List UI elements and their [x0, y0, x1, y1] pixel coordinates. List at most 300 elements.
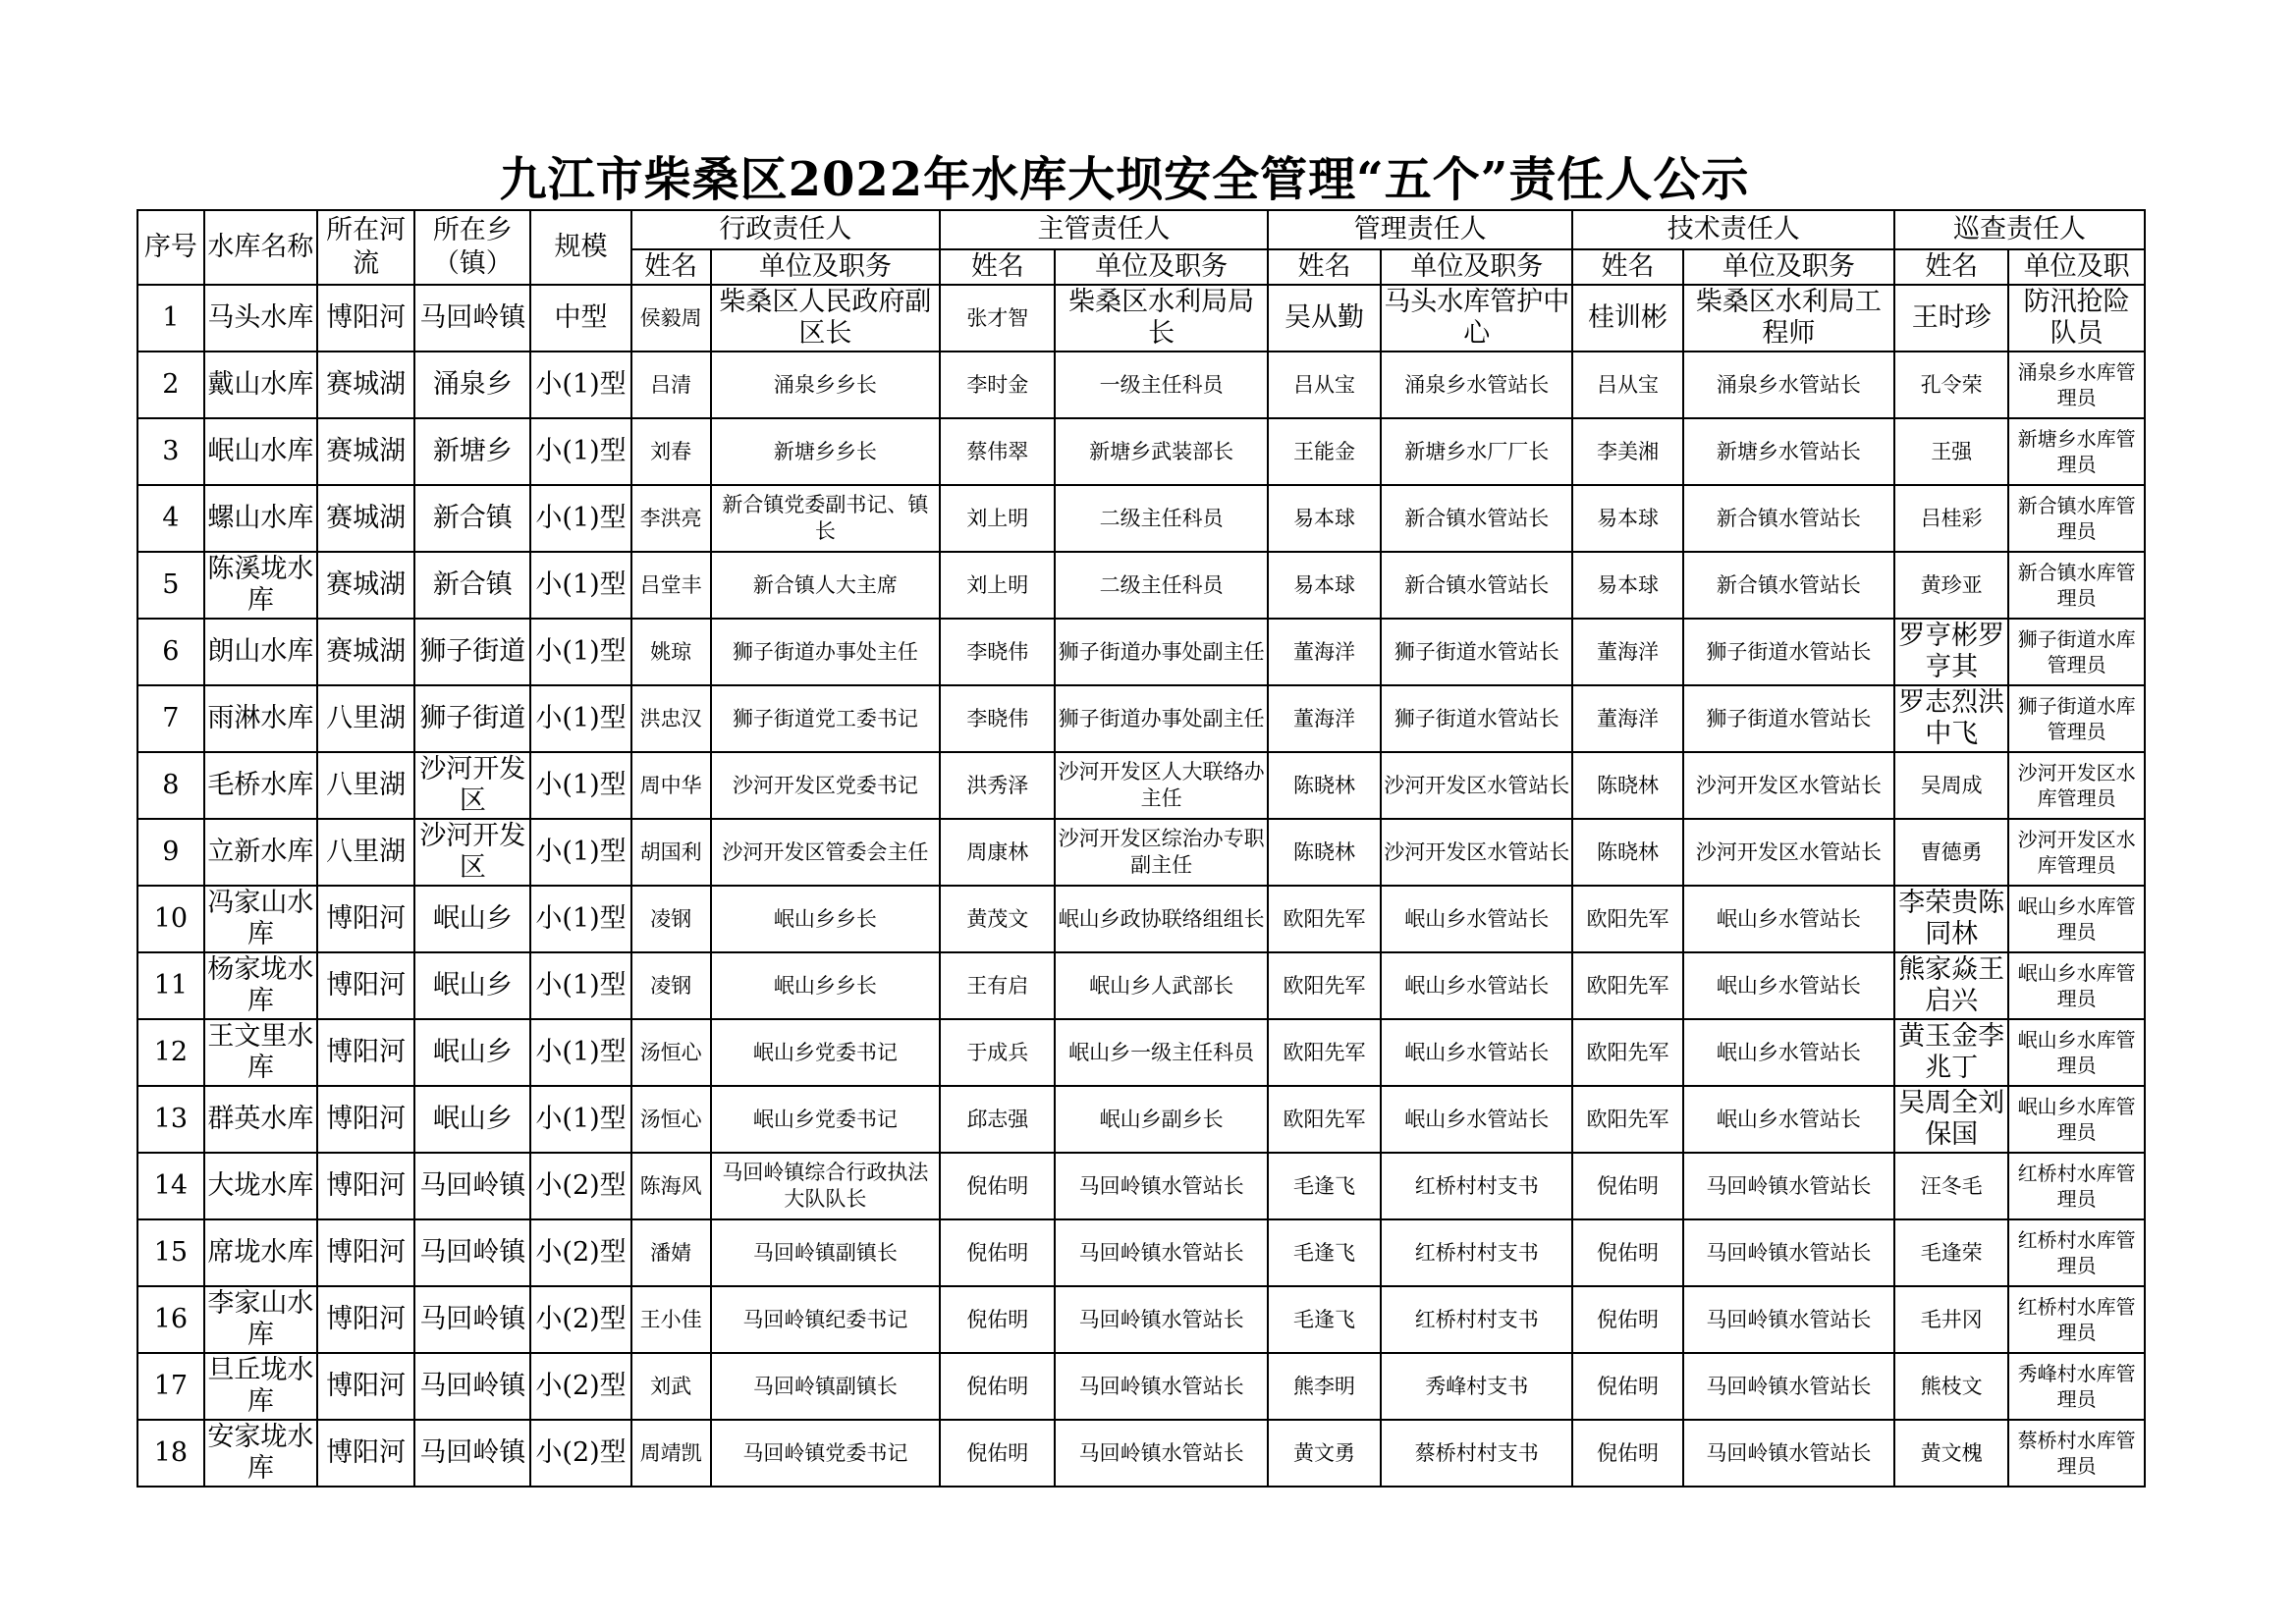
cell-seq: 8	[137, 752, 204, 819]
cell-technical-unit: 涌泉乡水管站长	[1683, 352, 1894, 418]
cell-river: 赛城湖	[317, 418, 414, 485]
cell-technical-person: 倪佑明	[1572, 1286, 1682, 1353]
cell-patrol-person: 汪冬毛	[1894, 1153, 2008, 1219]
cell-manager-unit: 红桥村村支书	[1381, 1219, 1572, 1286]
cell-admin-person: 姚琼	[631, 619, 711, 685]
cell-manager-person: 易本球	[1268, 485, 1381, 552]
cell-reservoir-name: 立新水库	[204, 819, 317, 886]
cell-technical-person: 易本球	[1572, 485, 1682, 552]
cell-patrol-unit: 狮子街道水库管理员	[2008, 685, 2145, 752]
cell-manager-person: 董海洋	[1268, 619, 1381, 685]
table-row	[137, 752, 2145, 819]
cell-seq: 5	[137, 552, 204, 619]
cell-technical-unit: 岷山乡水管站长	[1683, 1086, 1894, 1153]
cell-patrol-unit: 岷山乡水库管理员	[2008, 1086, 2145, 1153]
cell-admin-unit: 岷山乡党委书记	[711, 1086, 941, 1153]
cell-technical-person: 陈晓林	[1572, 819, 1682, 886]
cell-seq: 14	[137, 1153, 204, 1219]
cell-seq: 6	[137, 619, 204, 685]
cell-river: 博阳河	[317, 1219, 414, 1286]
cell-admin-unit: 沙河开发区党委书记	[711, 752, 941, 819]
cell-reservoir-name: 冯家山水库	[204, 886, 317, 952]
cell-seq: 10	[137, 886, 204, 952]
cell-manager-unit: 沙河开发区水管站长	[1381, 819, 1572, 886]
header-unit: 单位及职务	[1381, 249, 1572, 285]
cell-supervisor-person: 邱志强	[940, 1086, 1055, 1153]
cell-seq: 18	[137, 1420, 204, 1487]
cell-supervisor-person: 张才智	[940, 285, 1055, 352]
table-row	[137, 1019, 2145, 1086]
cell-scale: 小(1)型	[530, 752, 630, 819]
table-row	[137, 1086, 2145, 1153]
cell-seq: 4	[137, 485, 204, 552]
cell-supervisor-unit: 岷山乡副乡长	[1055, 1086, 1267, 1153]
cell-patrol-unit: 红桥村水库管理员	[2008, 1286, 2145, 1353]
cell-scale: 小(2)型	[530, 1153, 630, 1219]
cell-supervisor-unit: 马回岭镇水管站长	[1055, 1420, 1267, 1487]
cell-admin-person: 潘婧	[631, 1219, 711, 1286]
cell-technical-person: 吕从宝	[1572, 352, 1682, 418]
cell-admin-unit: 柴桑区人民政府副区长	[711, 285, 941, 352]
cell-technical-person: 欧阳先军	[1572, 886, 1682, 952]
cell-seq: 3	[137, 418, 204, 485]
table-row	[137, 619, 2145, 685]
cell-scale: 小(1)型	[530, 418, 630, 485]
cell-reservoir-name: 陈溪垅水库	[204, 552, 317, 619]
cell-patrol-unit: 岷山乡水库管理员	[2008, 952, 2145, 1019]
cell-reservoir-name: 群英水库	[204, 1086, 317, 1153]
cell-town: 岷山乡	[414, 1019, 530, 1086]
cell-river: 博阳河	[317, 1420, 414, 1487]
cell-supervisor-person: 倪佑明	[940, 1219, 1055, 1286]
cell-manager-person: 吕从宝	[1268, 352, 1381, 418]
cell-town: 狮子街道	[414, 685, 530, 752]
cell-reservoir-name: 席垅水库	[204, 1219, 317, 1286]
cell-admin-unit: 新合镇人大主席	[711, 552, 941, 619]
cell-technical-unit: 沙河开发区水管站长	[1683, 752, 1894, 819]
cell-patrol-person: 李荣贵陈同林	[1894, 886, 2008, 952]
cell-seq: 2	[137, 352, 204, 418]
cell-technical-unit: 马回岭镇水管站长	[1683, 1286, 1894, 1353]
cell-manager-person: 王能金	[1268, 418, 1381, 485]
table-row	[137, 1219, 2145, 1286]
cell-river: 赛城湖	[317, 552, 414, 619]
page-title-text: 九江市柴桑区2022年水库大坝安全管理“五个”责任人公示	[499, 152, 1750, 207]
cell-river: 博阳河	[317, 1153, 414, 1219]
cell-admin-person: 凌钢	[631, 952, 711, 1019]
cell-patrol-person: 黄文槐	[1894, 1420, 2008, 1487]
header-seq: 序号	[137, 210, 204, 285]
cell-manager-person: 欧阳先军	[1268, 886, 1381, 952]
cell-admin-unit: 新塘乡乡长	[711, 418, 941, 485]
cell-supervisor-person: 李晓伟	[940, 685, 1055, 752]
cell-manager-unit: 涌泉乡水管站长	[1381, 352, 1572, 418]
cell-supervisor-unit: 二级主任科员	[1055, 552, 1267, 619]
cell-manager-unit: 岷山乡水管站长	[1381, 886, 1572, 952]
cell-admin-person: 侯毅周	[631, 285, 711, 352]
cell-technical-unit: 新塘乡水管站长	[1683, 418, 1894, 485]
header-scale: 规模	[530, 210, 630, 285]
cell-patrol-unit: 红桥村水库管理员	[2008, 1219, 2145, 1286]
cell-river: 博阳河	[317, 1353, 414, 1420]
table-row	[137, 1286, 2145, 1353]
cell-manager-person: 熊李明	[1268, 1353, 1381, 1420]
header-group-manager: 管理责任人	[1268, 210, 1572, 249]
header-river: 所在河流	[317, 210, 414, 285]
cell-river: 博阳河	[317, 285, 414, 352]
cell-supervisor-person: 刘上明	[940, 552, 1055, 619]
cell-river: 八里湖	[317, 819, 414, 886]
cell-manager-unit: 岷山乡水管站长	[1381, 1019, 1572, 1086]
cell-town: 马回岭镇	[414, 1353, 530, 1420]
cell-manager-unit: 新合镇水管站长	[1381, 485, 1572, 552]
cell-seq: 15	[137, 1219, 204, 1286]
table-header	[137, 210, 2145, 285]
cell-admin-person: 李洪亮	[631, 485, 711, 552]
cell-town: 马回岭镇	[414, 1286, 530, 1353]
table-row	[137, 552, 2145, 619]
cell-manager-person: 毛逢飞	[1268, 1286, 1381, 1353]
cell-manager-person: 欧阳先军	[1268, 1019, 1381, 1086]
cell-town: 岷山乡	[414, 886, 530, 952]
cell-technical-unit: 岷山乡水管站长	[1683, 1019, 1894, 1086]
cell-admin-person: 刘武	[631, 1353, 711, 1420]
cell-patrol-unit: 秀峰村水库管理员	[2008, 1353, 2145, 1420]
cell-supervisor-unit: 岷山乡一级主任科员	[1055, 1019, 1267, 1086]
cell-manager-unit: 红桥村村支书	[1381, 1286, 1572, 1353]
cell-supervisor-unit: 马回岭镇水管站长	[1055, 1153, 1267, 1219]
cell-supervisor-unit: 二级主任科员	[1055, 485, 1267, 552]
responsible-persons-table	[137, 209, 2146, 1488]
page-title	[0, 145, 2296, 214]
cell-admin-person: 吕清	[631, 352, 711, 418]
cell-technical-person: 倪佑明	[1572, 1353, 1682, 1420]
cell-seq: 7	[137, 685, 204, 752]
cell-supervisor-person: 王有启	[940, 952, 1055, 1019]
cell-reservoir-name: 朗山水库	[204, 619, 317, 685]
cell-reservoir-name: 螺山水库	[204, 485, 317, 552]
cell-supervisor-person: 李晓伟	[940, 619, 1055, 685]
cell-technical-unit: 岷山乡水管站长	[1683, 886, 1894, 952]
cell-reservoir-name: 杨家垅水库	[204, 952, 317, 1019]
cell-supervisor-unit: 狮子街道办事处副主任	[1055, 685, 1267, 752]
cell-river: 八里湖	[317, 752, 414, 819]
cell-town: 沙河开发区	[414, 752, 530, 819]
cell-river: 博阳河	[317, 1086, 414, 1153]
cell-reservoir-name: 大垅水库	[204, 1153, 317, 1219]
cell-patrol-person: 曺德勇	[1894, 819, 2008, 886]
cell-scale: 小(1)型	[530, 1019, 630, 1086]
cell-admin-person: 胡国利	[631, 819, 711, 886]
cell-admin-person: 汤恒心	[631, 1086, 711, 1153]
cell-supervisor-unit: 岷山乡政协联络组组长	[1055, 886, 1267, 952]
cell-supervisor-person: 李时金	[940, 352, 1055, 418]
cell-seq: 16	[137, 1286, 204, 1353]
cell-seq: 17	[137, 1353, 204, 1420]
cell-admin-person: 汤恒心	[631, 1019, 711, 1086]
cell-admin-unit: 岷山乡乡长	[711, 886, 941, 952]
cell-admin-person: 洪忠汉	[631, 685, 711, 752]
cell-technical-person: 欧阳先军	[1572, 952, 1682, 1019]
cell-technical-person: 李美湘	[1572, 418, 1682, 485]
cell-scale: 小(2)型	[530, 1353, 630, 1420]
cell-patrol-unit: 红桥村水库管理员	[2008, 1153, 2145, 1219]
header-person: 姓名	[1894, 249, 2008, 285]
header-town: 所在乡（镇）	[414, 210, 530, 285]
cell-manager-person: 毛逢飞	[1268, 1153, 1381, 1219]
cell-manager-unit: 岷山乡水管站长	[1381, 952, 1572, 1019]
cell-patrol-person: 毛井冈	[1894, 1286, 2008, 1353]
cell-reservoir-name: 李家山水库	[204, 1286, 317, 1353]
cell-supervisor-person: 于成兵	[940, 1019, 1055, 1086]
header-person: 姓名	[631, 249, 711, 285]
cell-manager-person: 陈晓林	[1268, 819, 1381, 886]
cell-admin-person: 周靖凯	[631, 1420, 711, 1487]
cell-manager-person: 欧阳先军	[1268, 952, 1381, 1019]
table-row	[137, 1153, 2145, 1219]
cell-supervisor-person: 蔡伟翠	[940, 418, 1055, 485]
cell-town: 马回岭镇	[414, 285, 530, 352]
cell-town: 新塘乡	[414, 418, 530, 485]
cell-technical-person: 欧阳先军	[1572, 1019, 1682, 1086]
cell-admin-unit: 马回岭镇综合行政执法大队队长	[711, 1153, 941, 1219]
cell-technical-unit: 沙河开发区水管站长	[1683, 819, 1894, 886]
cell-admin-person: 王小佳	[631, 1286, 711, 1353]
cell-scale: 小(1)型	[530, 952, 630, 1019]
cell-seq: 1	[137, 285, 204, 352]
cell-town: 沙河开发区	[414, 819, 530, 886]
cell-manager-person: 易本球	[1268, 552, 1381, 619]
cell-seq: 13	[137, 1086, 204, 1153]
cell-river: 赛城湖	[317, 352, 414, 418]
cell-river: 八里湖	[317, 685, 414, 752]
table-row	[137, 886, 2145, 952]
cell-scale: 小(1)型	[530, 819, 630, 886]
cell-technical-person: 欧阳先军	[1572, 1086, 1682, 1153]
cell-patrol-unit: 沙河开发区水库管理员	[2008, 819, 2145, 886]
cell-supervisor-unit: 狮子街道办事处副主任	[1055, 619, 1267, 685]
cell-technical-unit: 新合镇水管站长	[1683, 485, 1894, 552]
cell-patrol-unit: 岷山乡水库管理员	[2008, 1019, 2145, 1086]
cell-patrol-person: 吴周全刘保国	[1894, 1086, 2008, 1153]
cell-technical-unit: 柴桑区水利局工程师	[1683, 285, 1894, 352]
cell-technical-unit: 岷山乡水管站长	[1683, 952, 1894, 1019]
cell-scale: 小(1)型	[530, 552, 630, 619]
cell-manager-unit: 狮子街道水管站长	[1381, 685, 1572, 752]
cell-admin-unit: 马回岭镇副镇长	[711, 1219, 941, 1286]
cell-scale: 小(1)型	[530, 886, 630, 952]
cell-reservoir-name: 旦丘垅水库	[204, 1353, 317, 1420]
cell-patrol-person: 黄珍亚	[1894, 552, 2008, 619]
cell-manager-person: 董海洋	[1268, 685, 1381, 752]
cell-supervisor-unit: 马回岭镇水管站长	[1055, 1286, 1267, 1353]
cell-scale: 小(1)型	[530, 352, 630, 418]
header-group-patrol: 巡查责任人	[1894, 210, 2145, 249]
cell-town: 涌泉乡	[414, 352, 530, 418]
cell-town: 岷山乡	[414, 952, 530, 1019]
cell-patrol-person: 黄玉金李兆丁	[1894, 1019, 2008, 1086]
cell-town: 岷山乡	[414, 1086, 530, 1153]
cell-manager-person: 吴从勤	[1268, 285, 1381, 352]
cell-manager-person: 欧阳先军	[1268, 1086, 1381, 1153]
cell-scale: 小(2)型	[530, 1286, 630, 1353]
header-unit: 单位及职务	[711, 249, 941, 285]
cell-river: 博阳河	[317, 1019, 414, 1086]
cell-patrol-person: 熊枝文	[1894, 1353, 2008, 1420]
cell-admin-unit: 狮子街道党工委书记	[711, 685, 941, 752]
cell-technical-person: 董海洋	[1572, 619, 1682, 685]
header-unit: 单位及职务	[1683, 249, 1894, 285]
cell-scale: 小(2)型	[530, 1420, 630, 1487]
cell-admin-unit: 岷山乡乡长	[711, 952, 941, 1019]
cell-scale: 小(1)型	[530, 485, 630, 552]
cell-manager-unit: 狮子街道水管站长	[1381, 619, 1572, 685]
cell-manager-unit: 秀峰村支书	[1381, 1353, 1572, 1420]
cell-admin-unit: 新合镇党委副书记、镇长	[711, 485, 941, 552]
cell-supervisor-person: 倪佑明	[940, 1420, 1055, 1487]
cell-manager-unit: 新合镇水管站长	[1381, 552, 1572, 619]
header-group-technical: 技术责任人	[1572, 210, 1894, 249]
cell-technical-unit: 狮子街道水管站长	[1683, 619, 1894, 685]
cell-patrol-unit: 沙河开发区水库管理员	[2008, 752, 2145, 819]
cell-supervisor-person: 刘上明	[940, 485, 1055, 552]
cell-supervisor-unit: 马回岭镇水管站长	[1055, 1219, 1267, 1286]
cell-patrol-person: 熊家焱王启兴	[1894, 952, 2008, 1019]
table-row	[137, 1353, 2145, 1420]
cell-town: 新合镇	[414, 552, 530, 619]
cell-patrol-unit: 涌泉乡水库管理员	[2008, 352, 2145, 418]
cell-admin-unit: 马回岭镇党委书记	[711, 1420, 941, 1487]
cell-admin-unit: 岷山乡党委书记	[711, 1019, 941, 1086]
cell-technical-unit: 马回岭镇水管站长	[1683, 1420, 1894, 1487]
cell-supervisor-unit: 岷山乡人武部长	[1055, 952, 1267, 1019]
cell-manager-person: 陈晓林	[1268, 752, 1381, 819]
cell-admin-unit: 狮子街道办事处主任	[711, 619, 941, 685]
cell-supervisor-person: 倪佑明	[940, 1353, 1055, 1420]
cell-town: 马回岭镇	[414, 1420, 530, 1487]
cell-reservoir-name: 王文里水库	[204, 1019, 317, 1086]
cell-admin-unit: 马回岭镇纪委书记	[711, 1286, 941, 1353]
table-row	[137, 952, 2145, 1019]
cell-technical-unit: 马回岭镇水管站长	[1683, 1219, 1894, 1286]
cell-town: 马回岭镇	[414, 1219, 530, 1286]
cell-technical-unit: 马回岭镇水管站长	[1683, 1353, 1894, 1420]
cell-patrol-person: 王强	[1894, 418, 2008, 485]
cell-technical-person: 易本球	[1572, 552, 1682, 619]
cell-patrol-unit: 狮子街道水库管理员	[2008, 619, 2145, 685]
cell-reservoir-name: 雨淋水库	[204, 685, 317, 752]
cell-supervisor-person: 黄茂文	[940, 886, 1055, 952]
cell-patrol-person: 罗亨彬罗亨其	[1894, 619, 2008, 685]
cell-seq: 11	[137, 952, 204, 1019]
cell-admin-unit: 沙河开发区管委会主任	[711, 819, 941, 886]
cell-manager-unit: 红桥村村支书	[1381, 1153, 1572, 1219]
cell-technical-person: 倪佑明	[1572, 1153, 1682, 1219]
cell-seq: 9	[137, 819, 204, 886]
table-row	[137, 418, 2145, 485]
cell-manager-person: 毛逢飞	[1268, 1219, 1381, 1286]
cell-supervisor-unit: 新塘乡武装部长	[1055, 418, 1267, 485]
header-person: 姓名	[940, 249, 1055, 285]
header-group-admin: 行政责任人	[631, 210, 941, 249]
cell-patrol-person: 孔令荣	[1894, 352, 2008, 418]
cell-river: 博阳河	[317, 952, 414, 1019]
cell-patrol-person: 王时珍	[1894, 285, 2008, 352]
cell-supervisor-unit: 一级主任科员	[1055, 352, 1267, 418]
header-unit-last: 单位及职	[2008, 249, 2145, 285]
cell-scale: 中型	[530, 285, 630, 352]
table-row	[137, 1420, 2145, 1487]
header-unit: 单位及职务	[1055, 249, 1267, 285]
cell-reservoir-name: 安家垅水库	[204, 1420, 317, 1487]
table-row	[137, 352, 2145, 418]
cell-river: 赛城湖	[317, 485, 414, 552]
cell-technical-person: 董海洋	[1572, 685, 1682, 752]
header-person: 姓名	[1572, 249, 1682, 285]
cell-manager-unit: 沙河开发区水管站长	[1381, 752, 1572, 819]
table-row	[137, 819, 2145, 886]
cell-admin-person: 凌钢	[631, 886, 711, 952]
cell-supervisor-unit: 马回岭镇水管站长	[1055, 1353, 1267, 1420]
cell-river: 赛城湖	[317, 619, 414, 685]
header-name: 水库名称	[204, 210, 317, 285]
cell-manager-unit: 马头水库管护中心	[1381, 285, 1572, 352]
table-row	[137, 285, 2145, 352]
cell-technical-person: 倪佑明	[1572, 1420, 1682, 1487]
table-row	[137, 485, 2145, 552]
cell-technical-person: 陈晓林	[1572, 752, 1682, 819]
table-body	[137, 285, 2145, 1487]
cell-patrol-unit: 新塘乡水库管理员	[2008, 418, 2145, 485]
cell-admin-unit: 涌泉乡乡长	[711, 352, 941, 418]
cell-town: 新合镇	[414, 485, 530, 552]
cell-town: 狮子街道	[414, 619, 530, 685]
cell-supervisor-person: 周康林	[940, 819, 1055, 886]
table-row	[137, 685, 2145, 752]
header-person: 姓名	[1268, 249, 1381, 285]
cell-patrol-unit: 新合镇水库管理员	[2008, 485, 2145, 552]
cell-patrol-unit: 防汛抢险队员	[2008, 285, 2145, 352]
cell-supervisor-unit: 沙河开发区人大联络办主任	[1055, 752, 1267, 819]
cell-patrol-unit: 岷山乡水库管理员	[2008, 886, 2145, 952]
cell-patrol-person: 毛逢荣	[1894, 1219, 2008, 1286]
cell-supervisor-person: 倪佑明	[940, 1153, 1055, 1219]
cell-scale: 小(1)型	[530, 685, 630, 752]
cell-manager-unit: 新塘乡水厂厂长	[1381, 418, 1572, 485]
cell-supervisor-unit: 柴桑区水利局局长	[1055, 285, 1267, 352]
cell-scale: 小(1)型	[530, 619, 630, 685]
cell-admin-unit: 马回岭镇副镇长	[711, 1353, 941, 1420]
header-group-supervisor: 主管责任人	[940, 210, 1268, 249]
cell-technical-person: 倪佑明	[1572, 1219, 1682, 1286]
cell-admin-person: 陈海风	[631, 1153, 711, 1219]
cell-reservoir-name: 岷山水库	[204, 418, 317, 485]
cell-patrol-person: 吕桂彩	[1894, 485, 2008, 552]
cell-river: 博阳河	[317, 886, 414, 952]
cell-town: 马回岭镇	[414, 1153, 530, 1219]
cell-supervisor-unit: 沙河开发区综治办专职副主任	[1055, 819, 1267, 886]
cell-patrol-unit: 蔡桥村水库管理员	[2008, 1420, 2145, 1487]
cell-reservoir-name: 毛桥水库	[204, 752, 317, 819]
cell-manager-person: 黄文勇	[1268, 1420, 1381, 1487]
cell-reservoir-name: 戴山水库	[204, 352, 317, 418]
cell-seq: 12	[137, 1019, 204, 1086]
cell-reservoir-name: 马头水库	[204, 285, 317, 352]
cell-manager-unit: 岷山乡水管站长	[1381, 1086, 1572, 1153]
cell-admin-person: 吕堂丰	[631, 552, 711, 619]
cell-supervisor-person: 倪佑明	[940, 1286, 1055, 1353]
cell-technical-unit: 狮子街道水管站长	[1683, 685, 1894, 752]
